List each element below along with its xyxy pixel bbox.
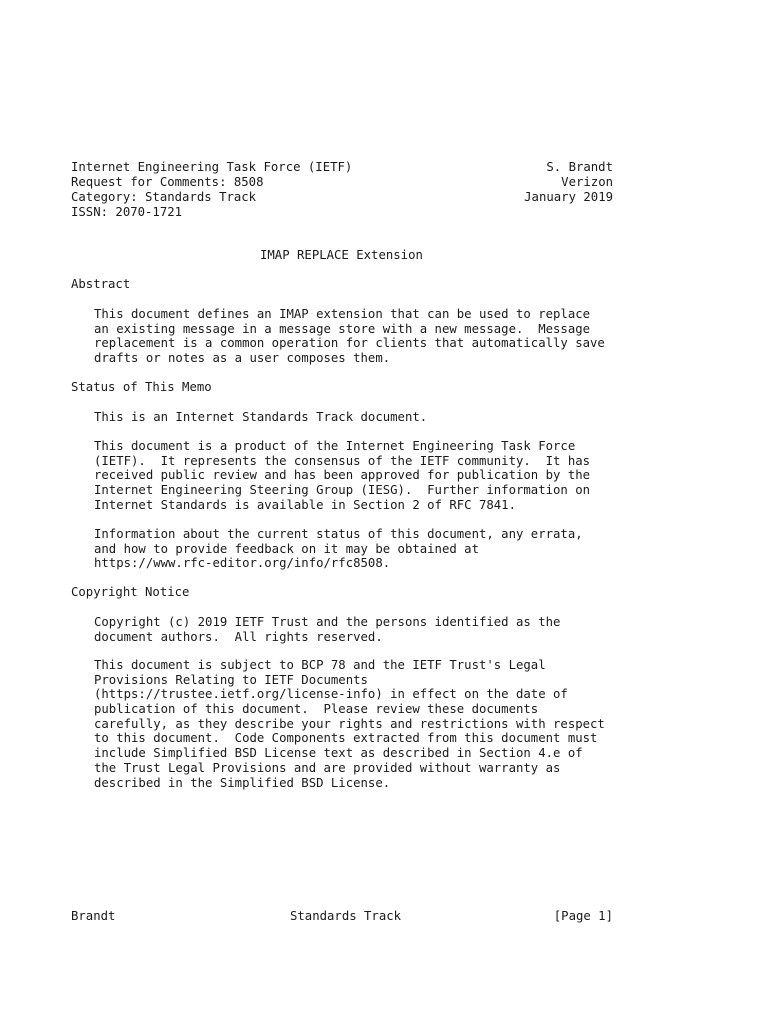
- header-date: January 2019: [524, 190, 613, 204]
- text-line: (IETF). It represents the consensus of the IETF community. It has: [94, 453, 591, 468]
- text-line: This document is subject to BCP 78 and the IETF Trust's Legal: [94, 658, 546, 672]
- text-line: Provisions Relating to IETF Documents: [94, 672, 368, 687]
- text-line: This document is a product of the Internet Engineering Task Force: [94, 439, 576, 453]
- copyright-paragraph-2: [94, 658, 634, 790]
- text-line: Copyright (c) 2019 IETF Trust and the persons identified as the: [94, 615, 561, 629]
- status-heading: Status of This Memo: [71, 380, 212, 394]
- abstract-heading: Abstract: [71, 277, 131, 291]
- text-line: document authors. All rights reserved.: [94, 629, 383, 644]
- text-line: This is an Internet Standards Track document.: [94, 410, 428, 424]
- text-line: and how to provide feedback on it may be obtained at: [94, 541, 479, 556]
- header-organization: Internet Engineering Task Force (IETF): [71, 160, 353, 174]
- text-line: include Simplified BSD License text as described in Section 4.e of: [94, 746, 583, 761]
- text-line: carefully, as they describe your rights and restrictions with respect: [94, 716, 605, 731]
- text-line: to this document. Code Components extracted from this document must: [94, 731, 598, 746]
- text-line: This document defines an IMAP extension that can be used to replace: [94, 307, 591, 321]
- abstract-paragraph: [94, 307, 634, 366]
- text-line: (https://trustee.ietf.org/license-info) in effect on the date of: [94, 687, 568, 702]
- text-line: publication of this document. Please review these documents: [94, 702, 539, 717]
- copyright-heading: Copyright Notice: [71, 585, 190, 599]
- text-line: replacement is a common operation for clients that automatically save: [94, 336, 605, 351]
- header-rfc-number: Request for Comments: 8508: [71, 175, 264, 189]
- header-author: S. Brandt: [546, 160, 613, 174]
- text-line: received public review and has been approved for publication by the: [94, 468, 591, 483]
- text-line: Internet Engineering Steering Group (IESG). Further information on: [94, 483, 591, 498]
- footer-page-number: [Page 1]: [553, 909, 613, 923]
- text-line: drafts or notes as a user composes them.: [94, 351, 391, 366]
- footer-author: Brandt: [71, 909, 116, 923]
- status-paragraph-1: [94, 410, 634, 425]
- document-title: IMAP REPLACE Extension: [260, 248, 423, 262]
- text-line: Information about the current status of this document, any errata,: [94, 527, 583, 541]
- text-line: an existing message in a message store with a new message. Message: [94, 321, 591, 336]
- header-issn: ISSN: 2070-1721: [71, 205, 183, 219]
- header-affiliation: Verizon: [561, 175, 613, 189]
- header-category: Category: Standards Track: [71, 190, 257, 204]
- text-line: Internet Standards is available in Section 2 of RFC 7841.: [94, 497, 516, 512]
- status-paragraph-2: [94, 439, 634, 512]
- text-line: the Trust Legal Provisions and are provided without warranty as: [94, 760, 561, 775]
- text-line: described in the Simplified BSD License.: [94, 775, 391, 790]
- text-line: https://www.rfc-editor.org/info/rfc8508.: [94, 556, 391, 571]
- footer-category: Standards Track: [290, 909, 402, 923]
- copyright-paragraph-1: [94, 615, 634, 644]
- status-paragraph-3: [94, 527, 634, 571]
